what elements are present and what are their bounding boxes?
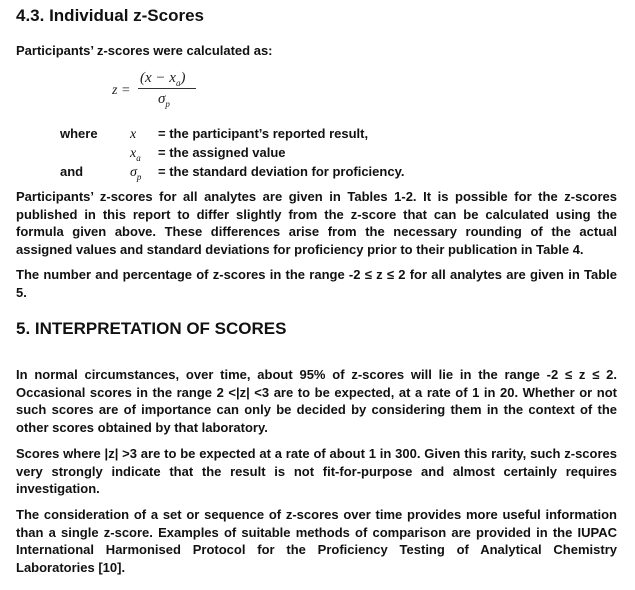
definition-text: = the participant’s reported result, (158, 126, 369, 141)
definition-keyword: where (60, 126, 98, 141)
paragraph-sequence-scores: The consideration of a set or sequence of z-scores over time provides more useful information than a single z-score. Examples of suitable methods of comparison are provided in the IUPAC International Harmonised Protocol for the Proficiency Testing of Analytical Chemistry Laboratories [10]. (16, 507, 617, 575)
definition-row (60, 162, 404, 181)
definition-symbol: $x_a$ (130, 146, 141, 163)
section-heading-5: 5. INTERPRETATION OF SCORES (16, 319, 287, 338)
paragraph-normal-circumstances: In normal circumstances, over time, about 95% of z-scores will lie in the range -2 ≤ z ≤ 2. Occasional scores in the range 2 <|z| <3 are to be expected, at a rate of 1 in 20. Whether or not such scores are of importance can only be decided by considering them in the context of the other scores obtained by that laboratory. (16, 367, 617, 435)
formula-lhs: z = (112, 83, 131, 98)
definition-text: = the assigned value (158, 145, 286, 160)
formula-denominator: $\sigma_p$ (158, 91, 170, 109)
definition-keyword: and (60, 164, 84, 179)
z-score-formula (112, 68, 212, 118)
variable-definitions (60, 124, 404, 181)
paragraph-rare-scores: Scores where |z| >3 are to be expected at a rate of about 1 in 300. Given this rarity, such z-scores very strongly indicate that the result is not fit-for-purpose and almost certainly requires investigation. (16, 446, 617, 497)
paragraph-zscores-range: The number and percentage of z-scores in the range -2 ≤ z ≤ 2 for all analytes are given in Table 5. (16, 267, 617, 300)
formula-numerator: $(x - x_a)$ (140, 70, 186, 88)
fraction-bar (138, 88, 196, 89)
paragraph-zscores-tables: Participants’ z-scores for all analytes are given in Tables 1-2. It is possible for the z-scores published in this report to differ slightly from the z-score that can be calculated using the formula given above. These differences arise from the necessary rounding of the actual assigned values and standard deviations for proficiency prior to their publication in Table 4. (16, 189, 617, 257)
definition-symbol: $\sigma_p$ (130, 165, 142, 182)
definition-row (60, 124, 404, 143)
definition-text: = the standard deviation for proficiency. (158, 164, 405, 179)
formula-intro: Participants’ z-scores were calculated as: (16, 43, 273, 58)
section-heading-4-3: 4.3. Individual z-Scores (16, 6, 205, 25)
definition-symbol: x (130, 127, 137, 142)
definition-row (60, 143, 404, 162)
